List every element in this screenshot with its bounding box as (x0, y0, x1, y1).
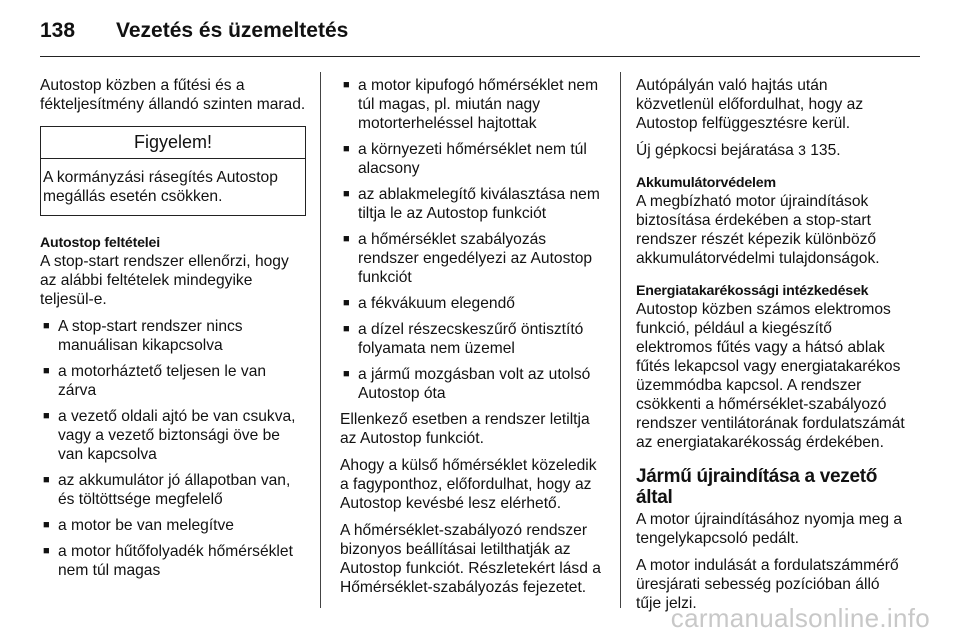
warning-body: A kormányzási rásegítés Autostop megállás esetén csökken. (43, 169, 278, 205)
warning-title: Figyelem! (41, 127, 305, 159)
paragraph: A megbízható motor újraindítások biztosítása érdekében a stop-start rendszer részét képezik különböző akkumulátorvédelmi tulajdonságok. (636, 193, 880, 267)
list-item: ■ a motor hűtőfolyadék hőmérséklet nem túl magas (40, 542, 306, 580)
subheading-battery-protection: Akkumulátorvédelem (636, 175, 776, 191)
column-2 (340, 76, 608, 605)
watermark: carmanualsonline.info (670, 603, 930, 633)
break-in-reference (636, 141, 906, 160)
list-item: ■ A stop-start rendszer nincs manuálisan kikapcsolva (40, 317, 306, 355)
page-number: 138 (40, 19, 76, 42)
list-item: ■ a jármű mozgásban volt az utolsó Autostop óta (340, 365, 608, 403)
column-3 (636, 76, 906, 621)
intro-paragraph: Autostop közben a fűtési és a fékteljesítmény állandó szinten marad. (40, 77, 306, 113)
list-item: ■ a motor kipufogó hőmérséklet nem túl magas, pl. miután nagy motorterheléssel hajtottak (340, 76, 608, 133)
page-header (40, 14, 348, 48)
paragraph: A hőmérséklet-szabályozó rendszer bizonyos beállításai letilthatják az Autostop funkciót. Részletekért lásd a Hőmérséklet-szabályozás fejezetet. (340, 522, 601, 596)
column-divider (320, 72, 321, 608)
warning-box (40, 126, 306, 216)
column-divider (620, 72, 621, 608)
header-rule (40, 56, 920, 57)
subheading-autostop-conditions: Autostop feltételei (40, 235, 160, 251)
list-item: ■ a fékvákuum elegendő (340, 294, 608, 313)
section-heading-restart: Jármű újraindítása a vezető által (636, 466, 878, 508)
list-item: ■ az ablakmelegítő kiválasztása nem tiltja le az Autostop funkciót (340, 185, 608, 223)
paragraph: Autostop közben számos elektromos funkció, például a kiegészítő elektromos fűtés vagy a hátsó ablak fűtés lekapcsol vagy energiatakarékos üzemmódba kapcsol. A rendszer csökkenti a hőmérséklet-szabályozó rendszer ventilátorának fordulatszámát az energiatakarékosság érdekében. (636, 301, 905, 451)
conditions-list (40, 317, 306, 580)
paragraph: A motor újraindításához nyomja meg a tengelykapcsoló pedált. (636, 511, 903, 547)
list-item: ■ a dízel részecskeszűrő öntisztító folyamata nem üzemel (340, 320, 608, 358)
paragraph: Ahogy a külső hőmérséklet közeledik a fagyponthoz, előfordulhat, hogy az Autostop kevésbé lesz elérhető. (340, 457, 597, 512)
list-item: ■ a vezető oldali ajtó be van csukva, vagy a vezető biztonsági öve be van kapcsolva (40, 407, 306, 464)
paragraph: Ellenkező esetben a rendszer letiltja az Autostop funkciót. (340, 411, 590, 447)
list-item: ■ a környezeti hőmérséklet nem túl alacsony (340, 140, 608, 178)
conditions-lead: A stop-start rendszer ellenőrzi, hogy az alábbi feltételek mindegyike teljesül-e. (40, 253, 289, 308)
subheading-energy-saving: Energiatakarékossági intézkedések (636, 283, 869, 299)
list-item: ■ a motorháztető teljesen le van zárva (40, 362, 306, 400)
paragraph: A motor indulását a fordulatszámmérő üresjárati sebesség pozícióban álló tűje jelzi. (636, 557, 899, 612)
conditions-list-continued (340, 76, 608, 403)
reference-page: 135. (805, 142, 841, 159)
paragraph: Autópályán való hajtás után közvetlenül előfordulhat, hogy az Autostop felfüggesztésre kerül. (636, 77, 864, 132)
list-item: ■ a hőmérséklet szabályozás rendszer engedélyezi az Autostop funkciót (340, 230, 608, 287)
column-1 (40, 76, 306, 587)
list-item: ■ a motor be van melegítve (40, 516, 306, 535)
reference-text: Új gépkocsi bejáratása (636, 142, 799, 159)
list-item: ■ az akkumulátor jó állapotban van, és töltöttsége megfelelő (40, 471, 306, 509)
page-title: Vezetés és üzemeltetés (116, 19, 349, 42)
page-reference-arrow-icon: 3 (798, 142, 806, 158)
